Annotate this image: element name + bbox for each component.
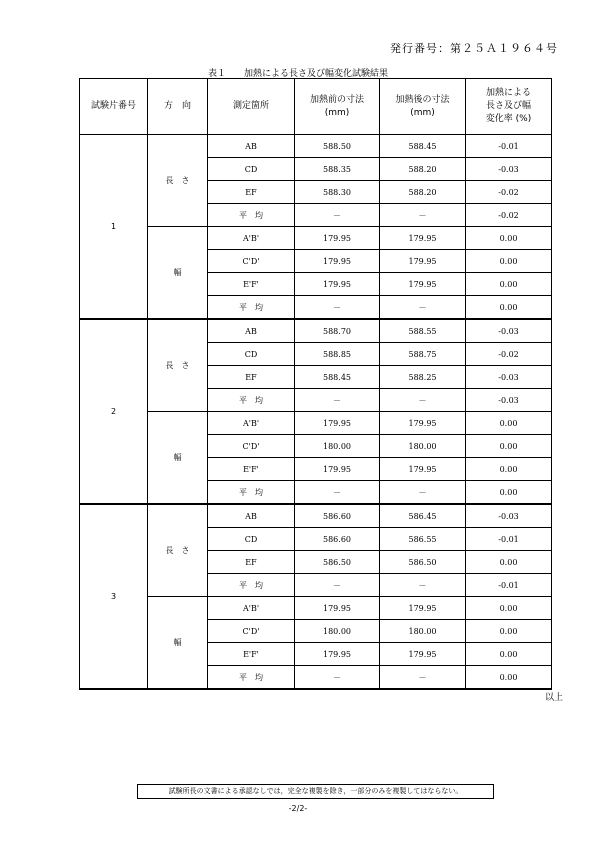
measurement-location: EF xyxy=(208,366,295,389)
change-rate: -0.02 xyxy=(466,343,552,366)
direction-length: 長 さ xyxy=(148,504,208,597)
size-after: － xyxy=(380,666,466,690)
size-before: 588.30 xyxy=(295,181,380,204)
footer-notice: 試験所長の文書による承認なしでは，完全な複製を除き，一部分のみを複製してはならない。 xyxy=(137,784,494,799)
size-before: － xyxy=(295,666,380,690)
measurement-location: 平 均 xyxy=(208,481,295,505)
size-after: 586.50 xyxy=(380,551,466,574)
measurement-location: A'B' xyxy=(208,597,295,620)
table-row xyxy=(80,412,552,435)
change-rate: 0.00 xyxy=(466,458,552,481)
specimen-number: 2 xyxy=(80,319,148,504)
header-rate-line3: 変化率 (%) xyxy=(485,114,532,124)
measurement-location: CD xyxy=(208,528,295,551)
size-before: 179.95 xyxy=(295,412,380,435)
size-after: 179.95 xyxy=(380,643,466,666)
size-before: 179.95 xyxy=(295,227,380,250)
header-after-label: 加熱後の寸法 xyxy=(395,94,450,105)
size-before: 588.50 xyxy=(295,135,380,158)
size-after: － xyxy=(380,481,466,505)
size-before: － xyxy=(295,296,380,320)
size-before: 179.95 xyxy=(295,597,380,620)
size-before: 179.95 xyxy=(295,250,380,273)
change-rate: 0.00 xyxy=(466,597,552,620)
change-rate: 0.00 xyxy=(466,481,552,505)
table-number: 表１ xyxy=(207,69,226,79)
size-before: 588.70 xyxy=(295,319,380,343)
size-before: － xyxy=(295,389,380,412)
header-rate xyxy=(466,79,552,135)
header-before xyxy=(295,79,380,135)
change-rate: -0.01 xyxy=(466,574,552,597)
measurement-location: A'B' xyxy=(208,227,295,250)
size-before: 586.60 xyxy=(295,528,380,551)
measurement-location: 平 均 xyxy=(208,574,295,597)
size-after: 179.95 xyxy=(380,458,466,481)
results-table xyxy=(79,78,552,690)
measurement-location: C'D' xyxy=(208,435,295,458)
size-after: 588.20 xyxy=(380,158,466,181)
size-before: 180.00 xyxy=(295,435,380,458)
size-after: － xyxy=(380,296,466,320)
change-rate: 0.00 xyxy=(466,435,552,458)
size-after: 588.55 xyxy=(380,319,466,343)
change-rate: 0.00 xyxy=(466,250,552,273)
table-row xyxy=(80,504,552,528)
measurement-location: EF xyxy=(208,181,295,204)
direction-width: 幅 xyxy=(148,412,208,505)
size-after: 588.45 xyxy=(380,135,466,158)
size-before: － xyxy=(295,481,380,505)
header-before-unit: (mm) xyxy=(324,107,350,118)
table-title: 加熱による長さ及び幅変化試験結果 xyxy=(244,69,389,79)
change-rate: 0.00 xyxy=(466,412,552,435)
change-rate: 0.00 xyxy=(466,273,552,296)
direction-width: 幅 xyxy=(148,597,208,690)
size-after: 180.00 xyxy=(380,620,466,643)
change-rate: -0.03 xyxy=(466,319,552,343)
size-before: 586.60 xyxy=(295,504,380,528)
page-number: -2/2- xyxy=(288,804,308,813)
measurement-location: AB xyxy=(208,504,295,528)
measurement-location: 平 均 xyxy=(208,389,295,412)
change-rate: 0.00 xyxy=(466,666,552,690)
size-after: － xyxy=(380,204,466,227)
table-row xyxy=(80,597,552,620)
size-after: 179.95 xyxy=(380,597,466,620)
header-after xyxy=(380,79,466,135)
measurement-location: CD xyxy=(208,343,295,366)
change-rate: -0.02 xyxy=(466,181,552,204)
measurement-location: AB xyxy=(208,135,295,158)
measurement-location: 平 均 xyxy=(208,204,295,227)
size-after: 586.55 xyxy=(380,528,466,551)
measurement-location: E'F' xyxy=(208,273,295,296)
size-after: 588.20 xyxy=(380,181,466,204)
measurement-location: CD xyxy=(208,158,295,181)
size-before: 179.95 xyxy=(295,643,380,666)
size-after: － xyxy=(380,389,466,412)
size-before: 180.00 xyxy=(295,620,380,643)
header-location: 測定箇所 xyxy=(208,79,295,135)
measurement-location: 平 均 xyxy=(208,666,295,690)
measurement-location: E'F' xyxy=(208,458,295,481)
change-rate: 0.00 xyxy=(466,551,552,574)
size-before: 179.95 xyxy=(295,458,380,481)
size-after: 179.95 xyxy=(380,250,466,273)
header-after-unit: (mm) xyxy=(410,107,435,118)
table-row xyxy=(80,227,552,250)
issue-number: 発行番号：第２５Ａ１９６４号 xyxy=(390,42,558,55)
size-after: 180.00 xyxy=(380,435,466,458)
direction-width: 幅 xyxy=(148,227,208,320)
size-before: 586.50 xyxy=(295,551,380,574)
change-rate: 0.00 xyxy=(466,227,552,250)
header-before-label: 加熱前の寸法 xyxy=(309,94,364,105)
measurement-location: A'B' xyxy=(208,412,295,435)
size-after: 179.95 xyxy=(380,273,466,296)
table-body xyxy=(80,135,552,690)
change-rate: -0.03 xyxy=(466,158,552,181)
change-rate: 0.00 xyxy=(466,643,552,666)
size-before: － xyxy=(295,574,380,597)
size-after: － xyxy=(380,574,466,597)
change-rate: 0.00 xyxy=(466,620,552,643)
measurement-location: AB xyxy=(208,319,295,343)
specimen-number: 3 xyxy=(80,504,148,689)
direction-length: 長 さ xyxy=(148,319,208,412)
change-rate: -0.03 xyxy=(466,389,552,412)
change-rate: 0.00 xyxy=(466,296,552,320)
size-before: 588.35 xyxy=(295,158,380,181)
size-after: 179.95 xyxy=(380,412,466,435)
measurement-location: C'D' xyxy=(208,250,295,273)
specimen-number: 1 xyxy=(80,135,148,320)
table-header-row xyxy=(80,79,552,135)
measurement-location: EF xyxy=(208,551,295,574)
direction-length: 長 さ xyxy=(148,135,208,227)
header-rate-line2: 長さ及び幅 xyxy=(485,101,531,111)
size-after: 588.75 xyxy=(380,343,466,366)
change-rate: -0.01 xyxy=(466,528,552,551)
change-rate: -0.03 xyxy=(466,504,552,528)
change-rate: -0.03 xyxy=(466,366,552,389)
end-mark: 以上 xyxy=(545,693,564,703)
change-rate: -0.02 xyxy=(466,204,552,227)
measurement-location: C'D' xyxy=(208,620,295,643)
measurement-location: 平 均 xyxy=(208,296,295,320)
size-before: 588.85 xyxy=(295,343,380,366)
size-before: 588.45 xyxy=(295,366,380,389)
table-row xyxy=(80,319,552,343)
header-direction: 方 向 xyxy=(148,79,208,135)
size-after: 588.25 xyxy=(380,366,466,389)
change-rate: -0.01 xyxy=(466,135,552,158)
size-before: 179.95 xyxy=(295,273,380,296)
measurement-location: E'F' xyxy=(208,643,295,666)
header-specimen: 試験片番号 xyxy=(80,79,148,135)
table-row xyxy=(80,135,552,158)
header-rate-line1: 加熱による xyxy=(485,88,531,98)
size-after: 586.45 xyxy=(380,504,466,528)
size-after: 179.95 xyxy=(380,227,466,250)
size-before: － xyxy=(295,204,380,227)
